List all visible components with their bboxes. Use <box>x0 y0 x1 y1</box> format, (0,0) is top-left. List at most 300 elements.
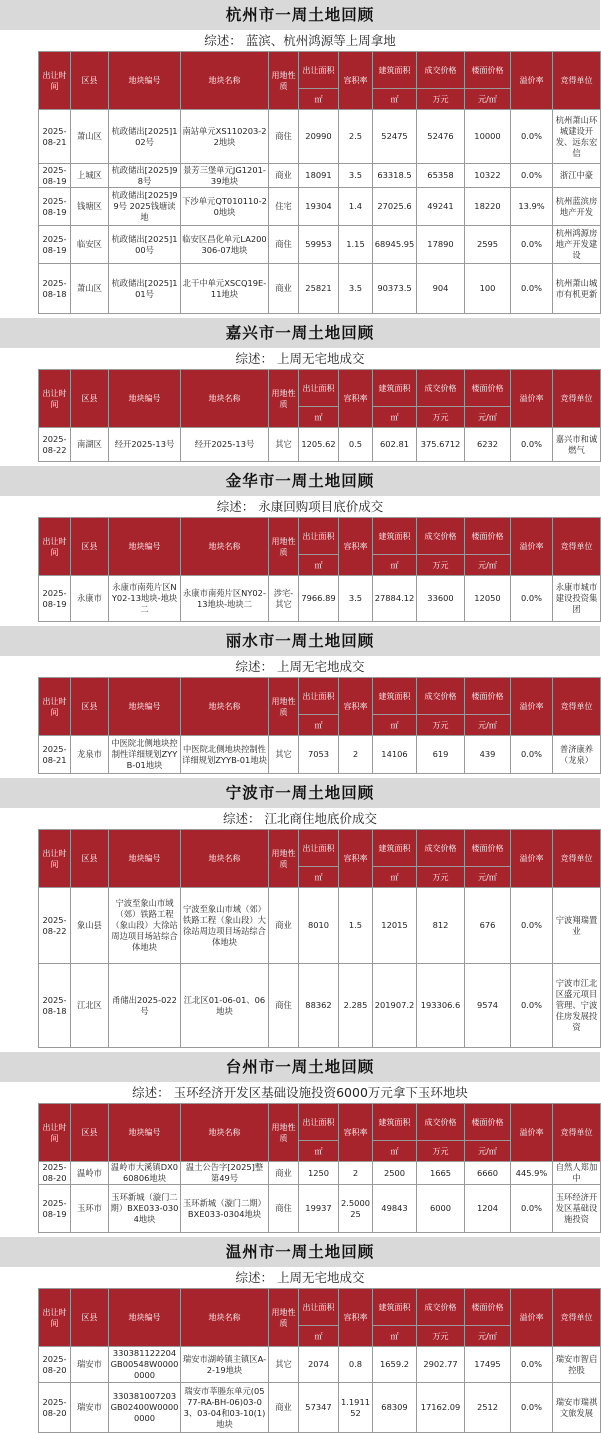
cell-use: 商住 <box>269 226 299 264</box>
cell-winner: 普济康养（龙泉） <box>553 736 601 774</box>
cell-premium: 0.0% <box>511 1347 553 1383</box>
table-row <box>39 1347 601 1383</box>
section-title-lishui: 丽水市一周土地回顾 <box>0 626 600 656</box>
table-row <box>39 110 601 164</box>
cell-premium: 0.0% <box>511 226 553 264</box>
table-row <box>39 1383 601 1433</box>
header-district: 区县 <box>71 370 109 428</box>
cell-price: 65358 <box>417 164 465 188</box>
header-unit-price: 万元 <box>417 715 465 736</box>
header-unit-price: 楼面价格 <box>465 518 511 555</box>
summary-text: 永康回购项目底价成交 <box>258 499 384 514</box>
cell-area: 19304 <box>299 188 339 226</box>
header-far: 容积率 <box>339 830 373 888</box>
land-table-jinhua <box>38 517 601 622</box>
summary-label: 综述： <box>235 351 273 366</box>
header-unit-price: 万元 <box>417 1326 465 1347</box>
header-code: 地块编号 <box>109 52 181 110</box>
cell-build-area: 12015 <box>373 888 417 964</box>
cell-use: 其它 <box>269 1347 299 1383</box>
table-row <box>39 888 601 964</box>
header-district: 区县 <box>71 678 109 736</box>
header-far: 容积率 <box>339 1289 373 1347</box>
header-name: 地块名称 <box>181 678 269 736</box>
header-far: 容积率 <box>339 52 373 110</box>
cell-build-area: 68309 <box>373 1383 417 1433</box>
cell-date: 2025-08-19 <box>39 164 71 188</box>
header-build-area: 建筑面积 <box>373 678 417 715</box>
header-unit-build-area: ㎡ <box>373 715 417 736</box>
cell-winner: 杭州蓝滨房地产开发 <box>553 188 601 226</box>
cell-unit-price: 12050 <box>465 576 511 622</box>
cell-winner: 宁波市江北区盛元项目管理、宁波住房发展投资 <box>553 964 601 1048</box>
cell-date: 2025-08-20 <box>39 1162 71 1185</box>
table-header-row <box>39 370 601 407</box>
header-far: 容积率 <box>339 678 373 736</box>
cell-date: 2025-08-19 <box>39 576 71 622</box>
cell-name: 宁波至象山市域（郊）铁路工程（象山段）大徐站周边项目场站综合体地块 <box>181 888 269 964</box>
cell-code: 经开2025-13号 <box>109 428 181 462</box>
land-table-ningbo <box>38 829 601 1048</box>
cell-area: 1250 <box>299 1162 339 1185</box>
header-code: 地块编号 <box>109 1289 181 1347</box>
header-name: 地块名称 <box>181 1104 269 1162</box>
summary-label: 综述： <box>235 1270 273 1285</box>
cell-far: 0.8 <box>339 1347 373 1383</box>
summary-text: 上周无宅地成交 <box>277 351 365 366</box>
header-unit-price: 万元 <box>417 555 465 576</box>
table-row <box>39 736 601 774</box>
cell-code: 330381122204GB00548W00000000 <box>109 1347 181 1383</box>
land-table-taizhou <box>38 1103 601 1233</box>
header-use: 用地性质 <box>269 678 299 736</box>
cell-code: 宁波至象山市域（郊）铁路工程（象山段）大徐站周边项目场站综合体地块 <box>109 888 181 964</box>
cell-far: 1.5 <box>339 888 373 964</box>
cell-premium: 0.0% <box>511 888 553 964</box>
header-winner: 竞得单位 <box>553 52 601 110</box>
table-row <box>39 226 601 264</box>
header-unit-price: 楼面价格 <box>465 678 511 715</box>
cell-use: 商业 <box>269 1162 299 1185</box>
section-summary-hangzhou <box>0 30 600 51</box>
header-unit-area: ㎡ <box>299 867 339 888</box>
cell-premium: 13.9% <box>511 188 553 226</box>
header-date: 出让时间 <box>39 678 71 736</box>
cell-area: 25821 <box>299 264 339 314</box>
cell-name: 中医院北侧地块控制性详细规划ZYYB-01地块 <box>181 736 269 774</box>
cell-name: 温土公告字[2025]整第49号 <box>181 1162 269 1185</box>
header-code: 地块编号 <box>109 1104 181 1162</box>
cell-far: 2.285 <box>339 964 373 1048</box>
header-name: 地块名称 <box>181 52 269 110</box>
header-unit-price: 楼面价格 <box>465 370 511 407</box>
cell-winner: 永康市城市建设投资集团 <box>553 576 601 622</box>
cell-name: 北干中单元XSCQ19E-11地块 <box>181 264 269 314</box>
cell-name: 永康市南苑片区NY02-13地块-地块二 <box>181 576 269 622</box>
cell-unit-price: 2595 <box>465 226 511 264</box>
summary-label: 综述： <box>216 499 255 514</box>
cell-area: 18091 <box>299 164 339 188</box>
header-district: 区县 <box>71 518 109 576</box>
cell-use: 商业 <box>269 264 299 314</box>
cell-far: 2 <box>339 736 373 774</box>
header-unit-unit-price: 元/㎡ <box>465 1141 511 1162</box>
header-district: 区县 <box>71 1289 109 1347</box>
cell-build-area: 68945.95 <box>373 226 417 264</box>
cell-code: 杭政储出[2025]102号 <box>109 110 181 164</box>
cell-name: 玉环新城（漩门二期）BXE033-0304地块 <box>181 1185 269 1233</box>
section-summary-wenzhou <box>0 1267 600 1288</box>
section-title-jinhua: 金华市一周土地回顾 <box>0 466 600 496</box>
cell-district: 江北区 <box>71 964 109 1048</box>
summary-label: 综述： <box>222 811 261 826</box>
section-title-taizhou: 台州市一周土地回顾 <box>0 1052 600 1082</box>
cell-far: 2 <box>339 1162 373 1185</box>
section-summary-taizhou <box>0 1082 600 1103</box>
cell-district: 象山县 <box>71 888 109 964</box>
cell-code: 杭政储出[2025]100号 <box>109 226 181 264</box>
cell-price: 375.6712 <box>417 428 465 462</box>
cell-price: 904 <box>417 264 465 314</box>
header-date: 出让时间 <box>39 52 71 110</box>
cell-date: 2025-08-22 <box>39 428 71 462</box>
cell-build-area: 27884.12 <box>373 576 417 622</box>
cell-winner: 嘉兴市和诚燃气 <box>553 428 601 462</box>
header-premium: 溢价率 <box>511 518 553 576</box>
cell-premium: 0.0% <box>511 576 553 622</box>
cell-build-area: 49843 <box>373 1185 417 1233</box>
header-premium: 溢价率 <box>511 52 553 110</box>
cell-winner: 杭州萧山环城建设开发、远东宏信 <box>553 110 601 164</box>
header-name: 地块名称 <box>181 830 269 888</box>
section-summary-jinhua <box>0 496 600 517</box>
header-district: 区县 <box>71 1104 109 1162</box>
cell-district: 临安区 <box>71 226 109 264</box>
cell-name: 瑞安市湖岭镇主镇区A-2-19地块 <box>181 1347 269 1383</box>
cell-area: 7966.89 <box>299 576 339 622</box>
cell-premium: 0.0% <box>511 1383 553 1433</box>
cell-unit-price: 17495 <box>465 1347 511 1383</box>
cell-winner: 浙江中豪 <box>553 164 601 188</box>
cell-date: 2025-08-21 <box>39 736 71 774</box>
header-winner: 竞得单位 <box>553 370 601 428</box>
header-unit-price: 万元 <box>417 1141 465 1162</box>
cell-unit-price: 10322 <box>465 164 511 188</box>
header-premium: 溢价率 <box>511 1104 553 1162</box>
cell-date: 2025-08-20 <box>39 1347 71 1383</box>
land-table-lishui <box>38 677 601 774</box>
header-build-area: 建筑面积 <box>373 1104 417 1141</box>
cell-code: 杭政储出[2025]101号 <box>109 264 181 314</box>
section-title-jiaxing: 嘉兴市一周土地回顾 <box>0 318 600 348</box>
summary-text: 玉环经济开发区基础设施投资6000万元拿下玉环地块 <box>173 1085 468 1100</box>
cell-unit-price: 6660 <box>465 1162 511 1185</box>
section-title-wenzhou: 温州市一周土地回顾 <box>0 1237 600 1267</box>
cell-build-area: 2500 <box>373 1162 417 1185</box>
cell-area: 2074 <box>299 1347 339 1383</box>
cell-use: 涉宅-其它 <box>269 576 299 622</box>
table-header-row <box>39 52 601 89</box>
cell-unit-price: 1204 <box>465 1185 511 1233</box>
cell-date: 2025-08-19 <box>39 188 71 226</box>
cell-date: 2025-08-22 <box>39 888 71 964</box>
cell-date: 2025-08-21 <box>39 110 71 164</box>
header-price: 成交价格 <box>417 678 465 715</box>
header-unit-build-area: ㎡ <box>373 867 417 888</box>
table-header-row <box>39 830 601 867</box>
cell-area: 7053 <box>299 736 339 774</box>
cell-winner: 杭州鸿源房地产开发建设 <box>553 226 601 264</box>
cell-price: 2902.77 <box>417 1347 465 1383</box>
cell-date: 2025-08-18 <box>39 964 71 1048</box>
cell-date: 2025-08-18 <box>39 264 71 314</box>
table-row <box>39 428 601 462</box>
header-winner: 竞得单位 <box>553 518 601 576</box>
cell-price: 17890 <box>417 226 465 264</box>
cell-code: 中医院北侧地块控制性详细规划ZYYB-01地块 <box>109 736 181 774</box>
table-header-row <box>39 1289 601 1326</box>
cell-build-area: 90373.5 <box>373 264 417 314</box>
cell-price: 52476 <box>417 110 465 164</box>
header-use: 用地性质 <box>269 1289 299 1347</box>
header-district: 区县 <box>71 52 109 110</box>
cell-use: 商业 <box>269 888 299 964</box>
cell-unit-price: 18220 <box>465 188 511 226</box>
header-name: 地块名称 <box>181 518 269 576</box>
cell-code: 330381007203GB02400W00000000 <box>109 1383 181 1433</box>
header-unit-area: ㎡ <box>299 715 339 736</box>
table-row <box>39 964 601 1048</box>
table-header-row <box>39 678 601 715</box>
header-unit-build-area: ㎡ <box>373 555 417 576</box>
summary-text: 上周无宅地成交 <box>277 659 365 674</box>
header-unit-area: ㎡ <box>299 555 339 576</box>
header-use: 用地性质 <box>269 1104 299 1162</box>
cell-date: 2025-08-19 <box>39 226 71 264</box>
header-unit-build-area: ㎡ <box>373 1326 417 1347</box>
cell-winner: 宁波翔瑞置业 <box>553 888 601 964</box>
cell-district: 温岭市 <box>71 1162 109 1185</box>
header-build-area: 建筑面积 <box>373 1289 417 1326</box>
header-use: 用地性质 <box>269 52 299 110</box>
cell-winner: 杭州萧山城市有机更新 <box>553 264 601 314</box>
cell-winner: 玉环经济开发区基础设施投资 <box>553 1185 601 1233</box>
cell-build-area: 14106 <box>373 736 417 774</box>
header-unit-price: 万元 <box>417 867 465 888</box>
cell-district: 南湖区 <box>71 428 109 462</box>
cell-use: 商业 <box>269 164 299 188</box>
cell-price: 17162.09 <box>417 1383 465 1433</box>
summary-text: 蓝滨、杭州鸿源等上周拿地 <box>245 33 396 48</box>
table-row <box>39 188 601 226</box>
table-row <box>39 1162 601 1185</box>
header-name: 地块名称 <box>181 1289 269 1347</box>
header-far: 容积率 <box>339 370 373 428</box>
header-build-area: 建筑面积 <box>373 52 417 89</box>
section-title-ningbo: 宁波市一周土地回顾 <box>0 778 600 808</box>
cell-premium: 0.0% <box>511 428 553 462</box>
cell-district: 龙泉市 <box>71 736 109 774</box>
cell-premium: 0.0% <box>511 110 553 164</box>
cell-unit-price: 100 <box>465 264 511 314</box>
cell-far: 1.4 <box>339 188 373 226</box>
cell-name: 景芳三堡单元JG1201-39地块 <box>181 164 269 188</box>
cell-name: 瑞安市莘塍东单元(0577-RA-BH-06)03-03、03-04和03-10(1)地块 <box>181 1383 269 1433</box>
cell-code: 温岭市大溪镇DX060806地块 <box>109 1162 181 1185</box>
cell-name: 经开2025-13号 <box>181 428 269 462</box>
cell-district: 钱塘区 <box>71 188 109 226</box>
header-code: 地块编号 <box>109 518 181 576</box>
header-unit-build-area: ㎡ <box>373 1141 417 1162</box>
header-area: 出让面积 <box>299 830 339 867</box>
table-row <box>39 264 601 314</box>
summary-label: 综述： <box>235 659 273 674</box>
section-summary-jiaxing <box>0 348 600 369</box>
table-row <box>39 576 601 622</box>
header-far: 容积率 <box>339 518 373 576</box>
cell-price: 193306.6 <box>417 964 465 1048</box>
table-row <box>39 164 601 188</box>
cell-far: 3.5 <box>339 164 373 188</box>
cell-build-area: 52475 <box>373 110 417 164</box>
cell-area: 19937 <box>299 1185 339 1233</box>
cell-district: 萧山区 <box>71 264 109 314</box>
cell-name: 临安区昌化单元LA200306-07地块 <box>181 226 269 264</box>
cell-code: 杭政储出[2025]98号 <box>109 164 181 188</box>
cell-build-area: 602.81 <box>373 428 417 462</box>
cell-build-area: 1659.2 <box>373 1347 417 1383</box>
header-build-area: 建筑面积 <box>373 830 417 867</box>
header-build-area: 建筑面积 <box>373 518 417 555</box>
header-code: 地块编号 <box>109 830 181 888</box>
section-title-hangzhou: 杭州市一周土地回顾 <box>0 0 600 30</box>
header-unit-unit-price: 元/㎡ <box>465 407 511 428</box>
header-date: 出让时间 <box>39 830 71 888</box>
table-row <box>39 1185 601 1233</box>
cell-district: 上城区 <box>71 164 109 188</box>
header-date: 出让时间 <box>39 518 71 576</box>
header-price: 成交价格 <box>417 518 465 555</box>
header-build-area: 建筑面积 <box>373 370 417 407</box>
header-far: 容积率 <box>339 1104 373 1162</box>
cell-date: 2025-08-20 <box>39 1383 71 1433</box>
cell-premium: 0.0% <box>511 264 553 314</box>
header-date: 出让时间 <box>39 1104 71 1162</box>
summary-label: 综述： <box>132 1085 170 1100</box>
header-date: 出让时间 <box>39 1289 71 1347</box>
header-use: 用地性质 <box>269 370 299 428</box>
header-use: 用地性质 <box>269 830 299 888</box>
summary-text: 上周无宅地成交 <box>277 1270 365 1285</box>
cell-code: 玉环新城（漩门二期）BXE033-0304地块 <box>109 1185 181 1233</box>
header-price: 成交价格 <box>417 370 465 407</box>
header-date: 出让时间 <box>39 370 71 428</box>
cell-use: 商住 <box>269 110 299 164</box>
cell-code: 永康市南苑片区NY02-13地块-地块二 <box>109 576 181 622</box>
cell-use: 住宅 <box>269 188 299 226</box>
cell-far: 1.15 <box>339 226 373 264</box>
header-unit-unit-price: 元/㎡ <box>465 867 511 888</box>
cell-use: 其它 <box>269 736 299 774</box>
header-unit-build-area: ㎡ <box>373 89 417 110</box>
cell-unit-price: 6232 <box>465 428 511 462</box>
section-summary-ningbo <box>0 808 600 829</box>
header-unit-unit-price: 元/㎡ <box>465 715 511 736</box>
cell-area: 88362 <box>299 964 339 1048</box>
cell-area: 1205.62 <box>299 428 339 462</box>
land-table-jiaxing <box>38 369 601 462</box>
cell-district: 萧山区 <box>71 110 109 164</box>
cell-far: 3.5 <box>339 576 373 622</box>
cell-far: 2.5 <box>339 110 373 164</box>
cell-premium: 0.0% <box>511 164 553 188</box>
cell-district: 永康市 <box>71 576 109 622</box>
header-area: 出让面积 <box>299 370 339 407</box>
header-unit-area: ㎡ <box>299 407 339 428</box>
cell-area: 20990 <box>299 110 339 164</box>
section-summary-lishui <box>0 656 600 677</box>
cell-winner: 自然人郑加中 <box>553 1162 601 1185</box>
cell-build-area: 63318.5 <box>373 164 417 188</box>
summary-label: 综述： <box>204 33 242 48</box>
cell-build-area: 201907.2 <box>373 964 417 1048</box>
header-winner: 竞得单位 <box>553 1289 601 1347</box>
cell-date: 2025-08-19 <box>39 1185 71 1233</box>
cell-unit-price: 676 <box>465 888 511 964</box>
header-unit-unit-price: 元/㎡ <box>465 89 511 110</box>
cell-premium: 445.9% <box>511 1162 553 1185</box>
summary-text: 江北商住地底价成交 <box>264 811 378 826</box>
cell-premium: 0.0% <box>511 1185 553 1233</box>
cell-name: 下沙单元QT010110-20地块 <box>181 188 269 226</box>
header-premium: 溢价率 <box>511 830 553 888</box>
cell-use: 商住 <box>269 964 299 1048</box>
cell-district: 瑞安市 <box>71 1347 109 1383</box>
cell-price: 1665 <box>417 1162 465 1185</box>
cell-use: 商住 <box>269 1185 299 1233</box>
header-unit-price: 楼面价格 <box>465 1104 511 1141</box>
cell-name: 江北区01-06-01、06地块 <box>181 964 269 1048</box>
cell-premium: 0.0% <box>511 964 553 1048</box>
header-unit-price: 万元 <box>417 407 465 428</box>
cell-price: 49241 <box>417 188 465 226</box>
cell-area: 57347 <box>299 1383 339 1433</box>
header-unit-price: 楼面价格 <box>465 830 511 867</box>
cell-price: 619 <box>417 736 465 774</box>
cell-winner: 瑞安市智启控股 <box>553 1347 601 1383</box>
cell-winner: 瑞安市瑞祺文旅发展 <box>553 1383 601 1433</box>
header-code: 地块编号 <box>109 678 181 736</box>
cell-far: 0.5 <box>339 428 373 462</box>
header-unit-build-area: ㎡ <box>373 407 417 428</box>
header-premium: 溢价率 <box>511 1289 553 1347</box>
cell-unit-price: 2512 <box>465 1383 511 1433</box>
header-area: 出让面积 <box>299 518 339 555</box>
header-unit-area: ㎡ <box>299 1326 339 1347</box>
header-price: 成交价格 <box>417 830 465 867</box>
table-header-row <box>39 518 601 555</box>
land-table-wenzhou <box>38 1288 601 1433</box>
header-unit-area: ㎡ <box>299 89 339 110</box>
header-winner: 竞得单位 <box>553 1104 601 1162</box>
cell-use: 商业 <box>269 1383 299 1433</box>
header-premium: 溢价率 <box>511 678 553 736</box>
cell-price: 812 <box>417 888 465 964</box>
cell-code: 杭政储出[2025]99号 2025钱塘读地 <box>109 188 181 226</box>
cell-district: 玉环市 <box>71 1185 109 1233</box>
cell-price: 33600 <box>417 576 465 622</box>
cell-unit-price: 10000 <box>465 110 511 164</box>
